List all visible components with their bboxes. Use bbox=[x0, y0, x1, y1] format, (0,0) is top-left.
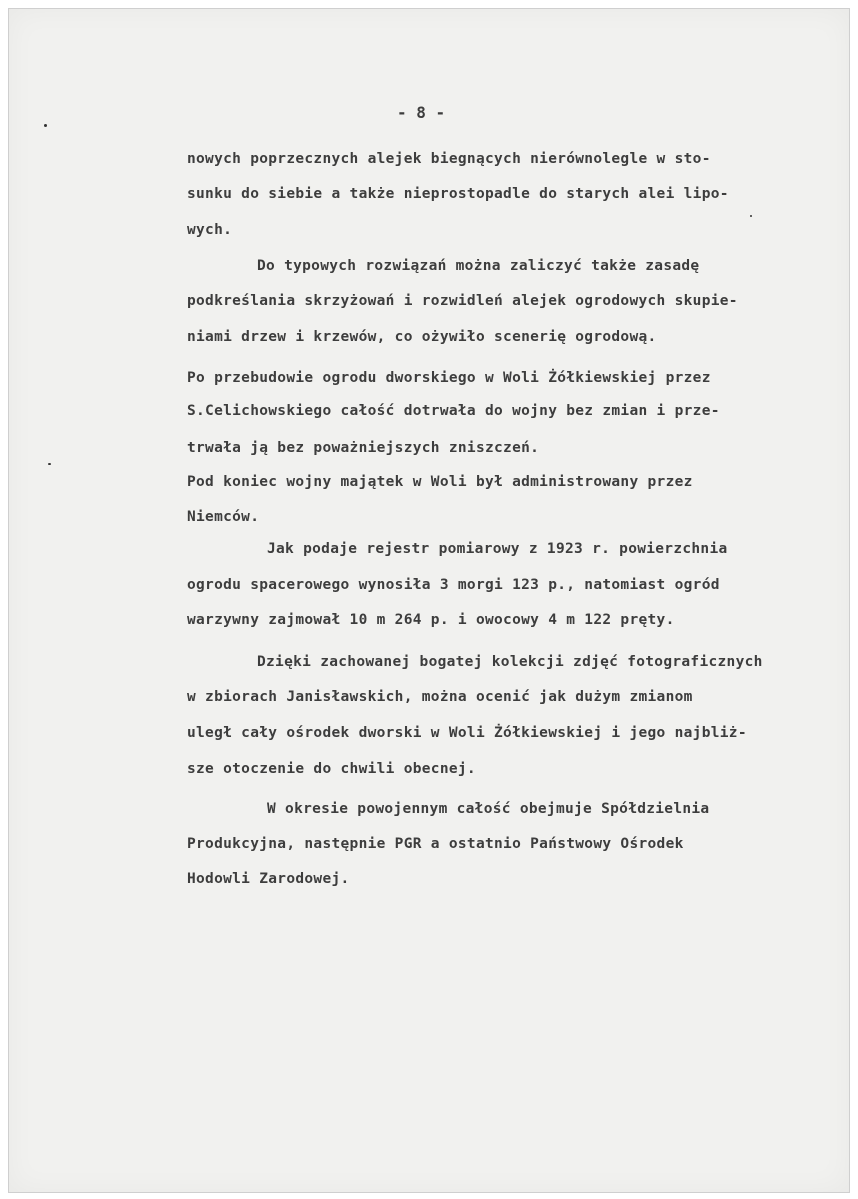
text-line: Do typowych rozwiązań można zaliczyć także zasadę bbox=[257, 258, 700, 274]
text-line: Hodowli Zarodowej. bbox=[187, 871, 350, 887]
text-line: Pod koniec wojny majątek w Woli był administrowany przez bbox=[187, 474, 693, 490]
text-line: Jak podaje rejestr pomiarowy z 1923 r. powierzchnia bbox=[267, 541, 728, 557]
text-line: sze otoczenie do chwili obecnej. bbox=[187, 761, 476, 777]
text-line: S.Celichowskiego całość dotrwała do wojny bez zmian i prze- bbox=[187, 403, 720, 419]
text-line: nowych poprzecznych alejek biegnących nierównolegle w sto- bbox=[187, 151, 711, 167]
text-line: Niemców. bbox=[187, 509, 260, 525]
text-line: uległ cały ośrodek dworski w Woli Żółkiewskiej i jego najbliż- bbox=[187, 725, 747, 741]
page-number: - 8 - bbox=[397, 103, 446, 122]
paper-speck bbox=[750, 215, 752, 217]
text-line: niami drzew i krzewów, co ożywiło scenerię ogrodową. bbox=[187, 329, 657, 345]
text-line: Po przebudowie ogrodu dworskiego w Woli Żółkiewskiej przez bbox=[187, 370, 711, 386]
text-line: warzywny zajmował 10 m 264 p. i owocowy 4 m 122 pręty. bbox=[187, 612, 675, 628]
text-line: w zbiorach Janisławskich, można ocenić jak dużym zmianom bbox=[187, 689, 693, 705]
text-line: Dzięki zachowanej bogatej kolekcji zdjęć fotograficznych bbox=[257, 654, 763, 670]
text-line: wych. bbox=[187, 222, 233, 238]
text-line: Produkcyjna, następnie PGR a ostatnio Państwowy Ośrodek bbox=[187, 836, 684, 852]
paper-speck bbox=[48, 463, 51, 465]
paper-speck bbox=[44, 124, 47, 127]
text-line: W okresie powojennym całość obejmuje Spółdzielnia bbox=[267, 801, 710, 817]
text-line: sunku do siebie a także nieprostopadle do starych alei lipo- bbox=[187, 186, 729, 202]
text-line: podkreślania skrzyżowań i rozwidleń alejek ogrodowych skupie- bbox=[187, 293, 738, 309]
text-line: ogrodu spacerowego wynosiła 3 morgi 123 p., natomiast ogród bbox=[187, 577, 720, 593]
text-line: trwała ją bez poważniejszych zniszczeń. bbox=[187, 440, 540, 456]
